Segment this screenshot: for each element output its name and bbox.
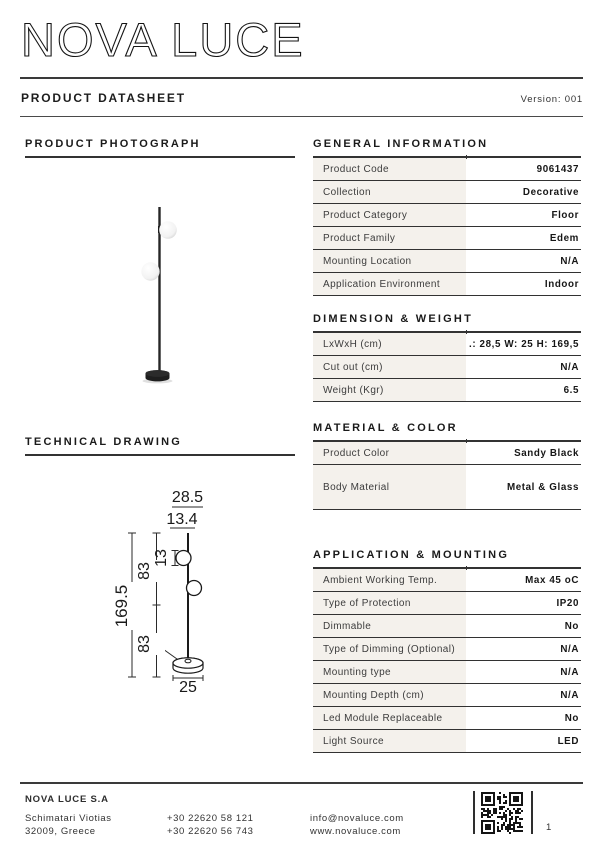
table-cell-value: .: 28,5 W: 25 H: 169,5 <box>469 338 579 350</box>
table-cell-value: Floor <box>551 209 579 221</box>
table-row <box>313 465 581 510</box>
lamp-sphere-top <box>159 221 177 239</box>
section-title: DIMENSION & WEIGHT <box>313 313 473 325</box>
table-row <box>313 333 581 356</box>
section-rule <box>313 567 581 569</box>
footer-email-link[interactable]: info@novaluce.com <box>310 813 404 824</box>
table-cell-value: No <box>564 712 579 724</box>
section-title: PRODUCT PHOTOGRAPH <box>25 138 201 150</box>
table-cell-value: Max 45 oC <box>525 574 579 586</box>
version-label: Version: 001 <box>520 94 583 105</box>
table-cell-value: N/A <box>560 255 579 267</box>
product-photo <box>25 160 295 435</box>
footer-website-link[interactable]: www.novaluce.com <box>310 825 401 837</box>
table-row <box>313 379 581 402</box>
table-cell-value: N/A <box>560 666 579 678</box>
qr-code-icon <box>481 792 523 834</box>
dim-upper-span-label: 83 <box>136 562 153 580</box>
table-cell-value: Edem <box>549 232 579 244</box>
table-cell-value: Decorative <box>522 186 579 198</box>
table-row <box>313 158 581 181</box>
table-cell-value: Sandy Black <box>514 447 579 459</box>
subheader-divider <box>20 116 583 117</box>
table-cell-label: Mounting type <box>313 661 466 683</box>
table-cell-label: Product Category <box>313 204 466 226</box>
table-cell-label: Mounting Depth (cm) <box>313 684 466 706</box>
section-technical-drawing <box>25 436 295 456</box>
table-cell-label: Type of Dimming (Optional) <box>313 638 466 660</box>
section-rule <box>313 156 581 158</box>
dim-total-width-label: 28.5 <box>171 489 204 506</box>
table-cell-label: Light Source <box>313 730 466 752</box>
table-cell-value: IP20 <box>556 597 579 609</box>
table-cell-value: N/A <box>560 643 579 655</box>
table-cell-label: Product Code <box>313 158 466 180</box>
table-cell-value: N/A <box>560 361 579 373</box>
section-rule <box>313 440 581 442</box>
section-dimension-weight <box>313 313 581 402</box>
table-row <box>313 227 581 250</box>
table-cell-label: Product Family <box>313 227 466 249</box>
table-row <box>313 707 581 730</box>
table-cell-label: Application Environment <box>313 273 466 295</box>
table-cell-label: Body Material <box>313 465 466 509</box>
footer-address <box>25 813 112 838</box>
table-cell-label: Mounting Location <box>313 250 466 272</box>
section-title: MATERIAL & COLOR <box>313 422 458 434</box>
info-table <box>313 569 581 753</box>
table-cell-value: LED <box>557 735 579 747</box>
dim-sphere-label: 13 <box>153 549 170 567</box>
table-cell-label: Ambient Working Temp. <box>313 569 466 591</box>
footer-phone2: +30 22620 56 743 <box>167 825 254 837</box>
table-cell-label: Weight (Kgr) <box>313 379 466 401</box>
table-cell-value: Metal & Glass <box>506 481 579 493</box>
table-cell-value: N/A <box>560 689 579 701</box>
qr-left-bar <box>473 791 475 834</box>
table-cell-label: LxWxH (cm) <box>313 333 466 355</box>
table-row <box>313 273 581 296</box>
footer-address-line1: Schimatari Viotias <box>25 813 112 824</box>
section-title: TECHNICAL DRAWING <box>25 436 182 448</box>
section-rule <box>313 331 581 333</box>
info-table <box>313 333 581 402</box>
section-rule <box>25 156 295 158</box>
table-row <box>313 638 581 661</box>
footer-phone1: +30 22620 58 121 <box>167 813 254 824</box>
info-table <box>313 158 581 296</box>
footer-phones <box>167 813 253 838</box>
table-row <box>313 250 581 273</box>
table-row <box>313 730 581 753</box>
table-cell-label: Product Color <box>313 442 466 464</box>
table-cell-value: 6.5 <box>563 384 579 396</box>
table-cell-value: 9061437 <box>536 163 579 175</box>
dim-base-label: 25 <box>179 679 197 696</box>
dim-head-width-label: 13.4 <box>166 511 198 528</box>
footer-address-line2: 32009, Greece <box>25 825 96 837</box>
table-row <box>313 442 581 465</box>
table-row <box>313 356 581 379</box>
table-row <box>313 181 581 204</box>
dim-total-height-label: 169.5 <box>112 584 131 628</box>
section-title: GENERAL INFORMATION <box>313 138 489 150</box>
lamp-sphere-bottom <box>141 262 159 280</box>
section-general-information <box>313 138 581 296</box>
table-cell-label: Dimmable <box>313 615 466 637</box>
table-row <box>313 204 581 227</box>
table-cell-value: Indoor <box>544 278 579 290</box>
table-row <box>313 615 581 638</box>
footer-web <box>310 813 404 838</box>
table-cell-label: Led Module Replaceable <box>313 707 466 729</box>
table-row <box>313 684 581 707</box>
table-cell-label: Collection <box>313 181 466 203</box>
brand-logo: NOVA LUCE <box>21 13 305 66</box>
section-material-color <box>313 422 581 510</box>
info-table <box>313 442 581 510</box>
section-rule <box>25 454 295 456</box>
table-cell-value: No <box>564 620 579 632</box>
header-divider <box>20 77 583 79</box>
table-cell-label: Type of Protection <box>313 592 466 614</box>
section-title: APPLICATION & MOUNTING <box>313 549 510 561</box>
technical-drawing <box>25 460 295 710</box>
dim-lower-span-label: 83 <box>136 635 153 653</box>
footer-divider <box>20 782 583 784</box>
qr-right-bar <box>531 791 533 834</box>
table-row <box>313 569 581 592</box>
page-number: 1 <box>546 822 552 833</box>
table-row <box>313 592 581 615</box>
footer-company-name: NOVA LUCE S.A <box>25 794 109 805</box>
table-cell-label: Cut out (cm) <box>313 356 466 378</box>
section-product-photograph <box>25 138 295 158</box>
table-row <box>313 661 581 684</box>
section-application-mounting <box>313 549 581 753</box>
page-title: PRODUCT DATASHEET <box>21 91 186 105</box>
